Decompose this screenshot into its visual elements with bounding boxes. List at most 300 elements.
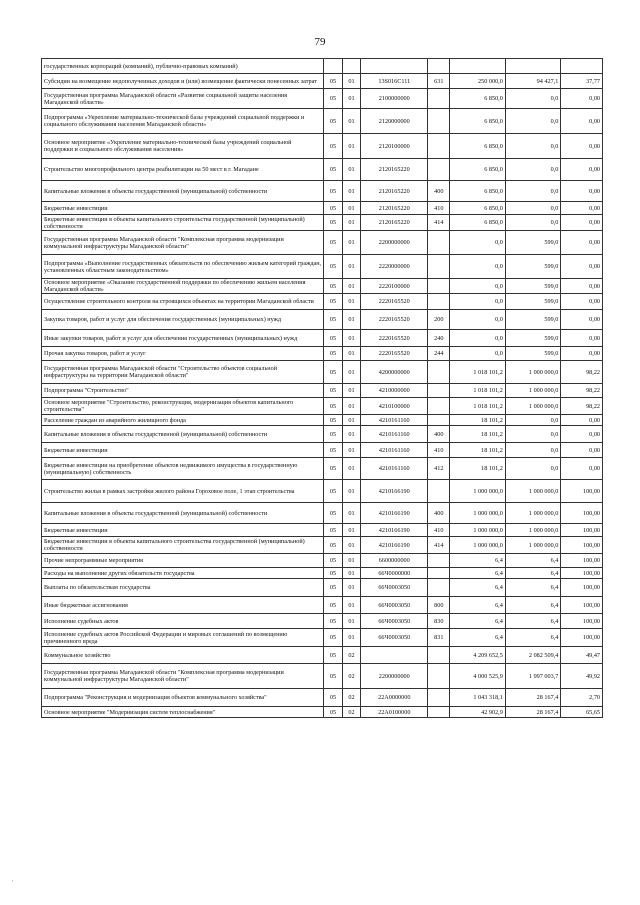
subsection-cell: 01 [342,579,361,597]
section-cell: 05 [324,664,343,689]
subsection-cell: 01 [342,597,361,614]
section-cell: 05 [324,181,343,202]
name-cell: Основное мероприятие «Оказание государственной поддержки по обеспечению жильем населения Магаданской области» [42,279,324,294]
table-row [42,384,603,398]
table-row [42,647,603,664]
name-cell: Государственная программа Магаданской области "Комплексная программа модернизации коммунальной инфраструктуры Магаданской области" [42,664,324,689]
name-cell: государственных корпораций (компаний), публично-правовых компаний) [42,59,324,74]
percent-cell: 100,00 [561,568,603,579]
section-cell: 05 [324,707,343,718]
section-cell: 05 [324,109,343,134]
subsection-cell: 02 [342,707,361,718]
table-row [42,59,603,74]
section-cell: 05 [324,89,343,109]
subsection-cell: 01 [342,443,361,458]
plan-cell: 6,4 [450,629,506,647]
subsection-cell: 02 [342,689,361,707]
target-article-cell: 2200000000 [361,664,428,689]
execution-cell: 0,0 [505,89,561,109]
target-article-cell: 2120100000 [361,134,428,159]
percent-cell: 0,00 [561,109,603,134]
section-cell: 05 [324,74,343,89]
name-cell: Бюджетные инвестиции [42,443,324,458]
table-row [42,426,603,443]
execution-cell: 1 000 000,0 [505,361,561,384]
expense-type-cell [428,554,450,568]
target-article-cell: 4210161160 [361,415,428,426]
name-cell: Строительство многопрофильного центра реабилитации на 50 мест в г. Магадане [42,159,324,181]
name-cell: Капитальные вложения в объекты государственной (муниципальной) собственности [42,181,324,202]
section-cell: 05 [324,568,343,579]
subsection-cell: 01 [342,524,361,537]
percent-cell: 98,22 [561,361,603,384]
percent-cell: 98,22 [561,384,603,398]
execution-cell: 1 000 000,0 [505,480,561,503]
percent-cell: 0,00 [561,458,603,480]
name-cell: Бюджетные инвестиции [42,202,324,215]
plan-cell: 250 000,0 [450,74,506,89]
table-row [42,398,603,415]
execution-cell: 6,4 [505,579,561,597]
name-cell: Иные бюджетные ассигнования [42,597,324,614]
section-cell: 05 [324,524,343,537]
expense-type-cell [428,664,450,689]
plan-cell: 18 101,2 [450,458,506,480]
plan-cell: 6,4 [450,579,506,597]
table-row [42,524,603,537]
subsection-cell: 01 [342,537,361,554]
plan-cell: 6,4 [450,568,506,579]
name-cell: Прочая закупка товаров, работ и услуг [42,347,324,361]
subsection-cell: 01 [342,109,361,134]
plan-cell: 18 101,2 [450,443,506,458]
subsection-cell: 01 [342,629,361,647]
expense-type-cell [428,255,450,279]
expense-type-cell [428,59,450,74]
percent-cell: 100,00 [561,614,603,629]
expense-type-cell [428,89,450,109]
target-article-cell: 2220165520 [361,294,428,310]
section-cell: 05 [324,330,343,347]
percent-cell: 100,00 [561,554,603,568]
name-cell: Прочие непрограммные мероприятия [42,554,324,568]
execution-cell: 1 997 003,7 [505,664,561,689]
percent-cell: 100,00 [561,597,603,614]
table-row [42,458,603,480]
plan-cell: 1 000 000,0 [450,537,506,554]
subsection-cell: 01 [342,568,361,579]
subsection-cell: 01 [342,294,361,310]
expense-type-cell: 631 [428,74,450,89]
name-cell: Исполнение судебных актов Российской Федерации и мировых соглашений по возмещению причиненного вреда [42,629,324,647]
table-row [42,109,603,134]
plan-cell: 18 101,2 [450,415,506,426]
subsection-cell: 01 [342,74,361,89]
percent-cell: 98,22 [561,398,603,415]
expense-type-cell: 410 [428,524,450,537]
section-cell: 05 [324,159,343,181]
table-row [42,255,603,279]
table-row [42,554,603,568]
expense-type-cell [428,707,450,718]
section-cell: 05 [324,384,343,398]
plan-cell: 6 850,0 [450,202,506,215]
percent-cell: 0,00 [561,181,603,202]
table-row [42,330,603,347]
target-article-cell: 4210166190 [361,537,428,554]
expense-type-cell: 240 [428,330,450,347]
execution-cell [505,59,561,74]
table-row [42,597,603,614]
expense-type-cell [428,398,450,415]
subsection-cell: 01 [342,554,361,568]
table-row [42,74,603,89]
name-cell: Государственная программа Магаданской области "Комплексная программа модернизации коммунальной инфраструктуры Магаданской области" [42,231,324,255]
expense-type-cell [428,159,450,181]
expense-type-cell [428,568,450,579]
percent-cell: 0,00 [561,310,603,330]
execution-cell: 599,0 [505,330,561,347]
name-cell: Капитальные вложения в объекты государственной (муниципальной) собственности [42,503,324,524]
execution-cell: 599,0 [505,294,561,310]
table-row [42,689,603,707]
subsection-cell: 01 [342,458,361,480]
table-row [42,181,603,202]
table-row [42,202,603,215]
execution-cell: 599,0 [505,347,561,361]
percent-cell: 65,65 [561,707,603,718]
target-article-cell: 2220165520 [361,330,428,347]
target-article-cell: 4210166190 [361,524,428,537]
target-article-cell: 2120165220 [361,202,428,215]
name-cell: Осуществление строительного контроля на строящихся объектах на территории Магаданской области [42,294,324,310]
section-cell: 05 [324,579,343,597]
percent-cell: 100,00 [561,579,603,597]
expense-type-cell: 831 [428,629,450,647]
subsection-cell [342,59,361,74]
expense-type-cell [428,279,450,294]
percent-cell: 0,00 [561,415,603,426]
target-article-cell: 22A0000000 [361,689,428,707]
execution-cell: 0,0 [505,109,561,134]
page-number: 79 [314,36,326,48]
target-article-cell: 2220100000 [361,279,428,294]
percent-cell: 49,92 [561,664,603,689]
target-article-cell: 2220165520 [361,347,428,361]
target-article-cell: 2120165220 [361,181,428,202]
subsection-cell: 01 [342,310,361,330]
expense-type-cell [428,294,450,310]
percent-cell: 100,00 [561,480,603,503]
percent-cell: 0,00 [561,426,603,443]
expense-type-cell: 410 [428,443,450,458]
target-article-cell: 2220165520 [361,310,428,330]
section-cell: 05 [324,458,343,480]
target-article-cell: 4210161160 [361,426,428,443]
execution-cell: 1 000 000,0 [505,503,561,524]
target-article-cell: 2200000000 [361,231,428,255]
percent-cell: 37,77 [561,74,603,89]
execution-cell: 599,0 [505,255,561,279]
subsection-cell: 01 [342,159,361,181]
subsection-cell: 01 [342,89,361,109]
plan-cell: 1 000 000,0 [450,524,506,537]
plan-cell: 0,0 [450,255,506,279]
execution-cell: 28 167,4 [505,689,561,707]
name-cell: Субсидии на возмещение недополученных доходов и (или) возмещение фактически понесенных затрат [42,74,324,89]
execution-cell: 94 427,1 [505,74,561,89]
table-row [42,347,603,361]
name-cell: Основное мероприятие "Строительство, реконструкция, модернизация объектов капитального строительства" [42,398,324,415]
expense-type-cell: 400 [428,503,450,524]
percent-cell: 49,47 [561,647,603,664]
expense-type-cell: 200 [428,310,450,330]
subsection-cell: 01 [342,614,361,629]
subsection-cell: 01 [342,426,361,443]
name-cell: Выплаты по обязательствам государства [42,579,324,597]
execution-cell: 599,0 [505,231,561,255]
subsection-cell: 01 [342,215,361,231]
percent-cell: 100,00 [561,629,603,647]
table-row [42,443,603,458]
section-cell: 05 [324,597,343,614]
section-cell: 05 [324,689,343,707]
execution-cell: 6,4 [505,629,561,647]
execution-cell: 0,0 [505,443,561,458]
target-article-cell: 2120165220 [361,215,428,231]
plan-cell: 1 043 318,1 [450,689,506,707]
section-cell: 05 [324,231,343,255]
name-cell: Иные закупки товаров, работ и услуг для обеспечения государственных (муниципальных) нужд [42,330,324,347]
target-article-cell: 4210000000 [361,384,428,398]
percent-cell: 0,00 [561,159,603,181]
expense-type-cell [428,109,450,134]
table-row [42,294,603,310]
target-article-cell: 66Ч0003050 [361,579,428,597]
expense-type-cell [428,231,450,255]
section-cell: 05 [324,255,343,279]
name-cell: Основное мероприятие «Укрепление материально-технической базы учреждений социальной поддержки и социального обслуживания населения» [42,134,324,159]
plan-cell: 6,4 [450,597,506,614]
subsection-cell: 01 [342,330,361,347]
name-cell: Бюджетные инвестиции в объекты капитального строительства государственной (муниципальной) собственности [42,537,324,554]
percent-cell: 0,00 [561,294,603,310]
name-cell: Государственная программа Магаданской области «Развитие социальной защиты населения Магаданской области» [42,89,324,109]
target-article-cell: 66Ч0003050 [361,597,428,614]
section-cell [324,59,343,74]
subsection-cell: 02 [342,647,361,664]
expense-type-cell [428,480,450,503]
percent-cell: 0,00 [561,255,603,279]
plan-cell: 0,0 [450,310,506,330]
section-cell: 05 [324,310,343,330]
execution-cell: 1 000 000,0 [505,384,561,398]
plan-cell: 6 850,0 [450,159,506,181]
table-row [42,231,603,255]
subsection-cell: 01 [342,134,361,159]
execution-cell: 6,4 [505,554,561,568]
target-article-cell: 6600000000 [361,554,428,568]
target-article-cell: 4210100000 [361,398,428,415]
table-row [42,415,603,426]
target-article-cell: 22A0100000 [361,707,428,718]
expense-type-cell [428,689,450,707]
subsection-cell: 01 [342,361,361,384]
budget-table [41,58,603,718]
section-cell: 05 [324,415,343,426]
percent-cell: 0,00 [561,330,603,347]
name-cell: Коммунальное хозяйство [42,647,324,664]
name-cell: Строительство жилья в рамках застройки жилого района Гороховое поле, 1 этап строительства [42,480,324,503]
section-cell: 05 [324,647,343,664]
percent-cell: 0,00 [561,215,603,231]
execution-cell: 0,0 [505,159,561,181]
expense-type-cell [428,134,450,159]
plan-cell: 6 850,0 [450,215,506,231]
table-row [42,89,603,109]
expense-type-cell [428,647,450,664]
plan-cell: 4 000 525,9 [450,664,506,689]
table-row [42,159,603,181]
plan-cell: 6,4 [450,554,506,568]
execution-cell: 0,0 [505,134,561,159]
plan-cell [450,59,506,74]
execution-cell: 0,0 [505,202,561,215]
subsection-cell: 01 [342,415,361,426]
expense-type-cell [428,361,450,384]
subsection-cell: 01 [342,202,361,215]
expense-type-cell: 414 [428,537,450,554]
expense-type-cell: 400 [428,181,450,202]
execution-cell: 6,4 [505,614,561,629]
percent-cell: 0,00 [561,231,603,255]
plan-cell: 18 101,2 [450,426,506,443]
subsection-cell: 01 [342,279,361,294]
percent-cell [561,59,603,74]
name-cell: Основное мероприятие "Модернизация систем теплоснабжения" [42,707,324,718]
plan-cell: 1 018 101,2 [450,361,506,384]
expense-type-cell: 830 [428,614,450,629]
section-cell: 05 [324,347,343,361]
target-article-cell: 13S016C111 [361,74,428,89]
table-body [42,59,603,718]
execution-cell: 0,0 [505,215,561,231]
subsection-cell: 01 [342,231,361,255]
name-cell: Расходы на выполнение других обязательств государства [42,568,324,579]
expense-type-cell [428,579,450,597]
execution-cell: 0,0 [505,181,561,202]
name-cell: Закупка товаров, работ и услуг для обеспечения государственных (муниципальных) нужд [42,310,324,330]
section-cell: 05 [324,202,343,215]
execution-cell: 599,0 [505,279,561,294]
plan-cell: 1 000 000,0 [450,503,506,524]
section-cell: 05 [324,554,343,568]
percent-cell: 0,00 [561,279,603,294]
table-row [42,707,603,718]
table-row [42,568,603,579]
name-cell: Подпрограмма «Выполнение государственных обязательств по обеспечению жильем категорий граждан, установленных областным законодательством» [42,255,324,279]
target-article-cell: 66Ч0003050 [361,614,428,629]
subsection-cell: 01 [342,503,361,524]
plan-cell: 0,0 [450,279,506,294]
section-cell: 05 [324,503,343,524]
percent-cell: 2,70 [561,689,603,707]
table-row [42,664,603,689]
name-cell: Подпрограмма "Строительство" [42,384,324,398]
target-article-cell: 2100000000 [361,89,428,109]
target-article-cell [361,59,428,74]
plan-cell: 6,4 [450,614,506,629]
subsection-cell: 01 [342,480,361,503]
expense-type-cell: 400 [428,426,450,443]
subsection-cell: 01 [342,347,361,361]
margin-mark: ' [12,880,14,886]
plan-cell: 6 850,0 [450,109,506,134]
percent-cell: 0,00 [561,134,603,159]
table-row [42,134,603,159]
plan-cell: 0,0 [450,347,506,361]
table-row [42,614,603,629]
plan-cell: 4 209 652,5 [450,647,506,664]
plan-cell: 1 018 101,2 [450,384,506,398]
execution-cell: 1 000 000,0 [505,537,561,554]
name-cell: Капитальные вложения в объекты государственной (муниципальной) собственности [42,426,324,443]
name-cell: Бюджетные инвестиции [42,524,324,537]
expense-type-cell [428,384,450,398]
expense-type-cell: 244 [428,347,450,361]
target-article-cell: 2220000000 [361,255,428,279]
subsection-cell: 02 [342,664,361,689]
subsection-cell: 01 [342,384,361,398]
section-cell: 05 [324,279,343,294]
plan-cell: 6 850,0 [450,89,506,109]
table-row [42,579,603,597]
execution-cell: 0,0 [505,415,561,426]
target-article-cell: 4210161160 [361,443,428,458]
section-cell: 05 [324,426,343,443]
execution-cell: 0,0 [505,458,561,480]
section-cell: 05 [324,537,343,554]
table-row [42,537,603,554]
execution-cell: 6,4 [505,597,561,614]
percent-cell: 0,00 [561,89,603,109]
plan-cell: 0,0 [450,330,506,347]
section-cell: 05 [324,629,343,647]
table-row [42,629,603,647]
table-row [42,480,603,503]
percent-cell: 100,00 [561,524,603,537]
execution-cell: 6,4 [505,568,561,579]
section-cell: 05 [324,398,343,415]
name-cell: Исполнение судебных актов [42,614,324,629]
execution-cell: 28 167,4 [505,707,561,718]
name-cell: Государственная программа Магаданской области "Строительство объектов социальной инфраструктуры на территории Магаданской области" [42,361,324,384]
plan-cell: 1 000 000,0 [450,480,506,503]
target-article-cell: 2120000000 [361,109,428,134]
target-article-cell: 4210166190 [361,503,428,524]
subsection-cell: 01 [342,398,361,415]
subsection-cell: 01 [342,181,361,202]
section-cell: 05 [324,134,343,159]
expense-type-cell: 414 [428,215,450,231]
target-article-cell: 4210166190 [361,480,428,503]
plan-cell: 0,0 [450,294,506,310]
table-row [42,361,603,384]
section-cell: 05 [324,614,343,629]
section-cell: 05 [324,443,343,458]
expense-type-cell: 412 [428,458,450,480]
table-row [42,215,603,231]
